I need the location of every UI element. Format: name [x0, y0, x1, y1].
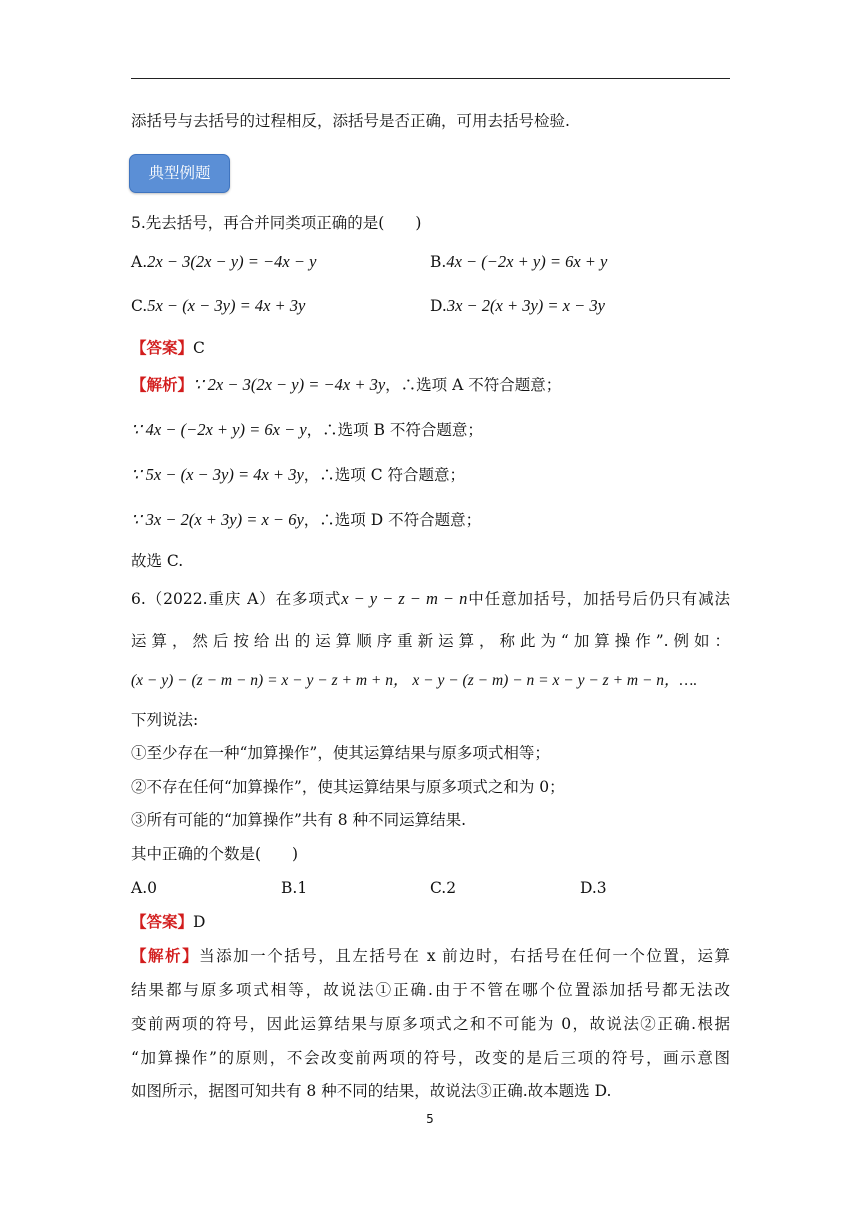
page-number: 5	[426, 1112, 434, 1126]
q6-ask: 其中正确的个数是( )	[131, 845, 299, 863]
q6-stem-prefix: 6.（2022.重庆 A）在多项式	[131, 590, 342, 608]
q5-analysis-line-3	[131, 465, 465, 485]
q6-statement-2: ②不存在任何“加算操作”，使其运算结果与原多项式之和为 0；	[131, 778, 565, 796]
q5-option-b-expr: 4x − (−2x + y) = 6x + y	[446, 252, 608, 271]
header-rule	[131, 78, 730, 79]
q5-analysis-expr-1: ∵ 2x − 3(2x − y) = −4x + 3y	[193, 375, 386, 394]
q5-option-d	[430, 296, 605, 316]
q5-option-b	[430, 252, 607, 272]
q5-option-a-label: A.	[131, 253, 148, 271]
q5-stem: 5.先去括号，再合并同类项正确的是( )	[131, 214, 422, 232]
q6-stem-suffix: 中任意加括号，加括号后仍只有减法	[467, 590, 730, 608]
q5-option-d-expr: 3x − 2(x + 3y) = x − 3y	[446, 296, 605, 315]
q6-statement-3: ③所有可能的“加算操作”共有 8 种不同运算结果.	[131, 811, 466, 829]
q6-example-expressions: (x − y) − (z − m − n) = x − y − z + m + n， x − y − (z − m) − n = x − y − z + m − n，….	[131, 672, 698, 689]
q6-analysis-text-1: 当添加一个括号，且左括号在 x 前边时，右括号在任何一个位置，运算	[199, 947, 730, 965]
q6-option-d: D.3	[580, 879, 607, 897]
q6-statement-1: ①至少存在一种“加算操作”，使其运算结果与原多项式相等；	[131, 744, 550, 762]
q6-answer-value: D	[193, 913, 206, 931]
q5-analysis-expr-2: ∵ 4x − (−2x + y) = 6x − y	[131, 420, 307, 439]
q6-stem-line-1	[131, 589, 730, 609]
q6-analysis-line-1	[131, 946, 730, 966]
q5-conclusion: 故选 C.	[131, 552, 184, 570]
q5-option-c-expr: 5x − (x − 3y) = 4x + 3y	[147, 296, 306, 315]
q5-analysis-expr-4: ∵ 3x − 2(x + 3y) = x − 6y	[131, 510, 304, 529]
q6-analysis-line-3: 变前两项的符号，因此运算结果与原多项式之和不可能为 0，故说法②正确.根据	[131, 1015, 730, 1033]
q5-analysis-line-4	[131, 510, 481, 530]
q6-option-a: A.0	[131, 879, 157, 897]
q5-answer	[131, 338, 205, 358]
q5-answer-tag: 【答案】	[131, 338, 194, 357]
q6-option-b: B.1	[281, 879, 308, 897]
q5-option-b-label: B.	[430, 253, 447, 271]
q6-analysis-tag: 【解析】	[131, 946, 200, 965]
q6-stem-line-2: 运算，然后按给出的运算顺序重新运算，称此为“加算操作”.例如：	[131, 632, 730, 650]
q5-analysis-text-4: ，∴选项 D 不符合题意；	[303, 511, 482, 529]
q5-option-a-expr: 2x − 3(2x − y) = −4x − y	[147, 252, 317, 271]
intro-text: 添括号与去括号的过程相反，添括号是否正确，可用去括号检验.	[131, 112, 570, 130]
section-badge: 典型例题	[129, 154, 230, 193]
q6-analysis-line-4: “加算操作”的原则，不会改变前两项的符号，改变的是后三项的符号，画示意图	[131, 1049, 730, 1067]
q6-stem-polynomial: x − y − z − m − n	[341, 589, 468, 608]
q5-analysis-text-3: ，∴选项 C 符合题意；	[303, 466, 465, 484]
q6-answer	[131, 912, 205, 932]
q5-option-c	[131, 296, 305, 316]
q5-option-a	[131, 252, 316, 272]
q5-option-d-label: D.	[430, 297, 447, 315]
q6-answer-tag: 【答案】	[131, 912, 194, 931]
q5-analysis-tag: 【解析】	[131, 375, 194, 394]
q5-analysis-text-1: ，∴选项 A 不符合题意；	[385, 376, 562, 394]
q6-statements-heading: 下列说法:	[131, 711, 199, 729]
q6-analysis-line-2: 结果都与原多项式相等，故说法①正确.由于不管在哪个位置添加括号都无法改	[131, 981, 730, 999]
q5-analysis-line-1	[131, 375, 561, 395]
q6-option-c: C.2	[430, 879, 457, 897]
q5-analysis-text-2: ，∴选项 B 不符合题意；	[306, 421, 483, 439]
q6-analysis-line-5: 如图所示，据图可知共有 8 种不同的结果，故说法③正确.故本题选 D.	[131, 1082, 612, 1100]
q5-answer-value: C	[193, 339, 205, 357]
q5-analysis-line-2	[131, 420, 483, 440]
q5-analysis-expr-3: ∵ 5x − (x − 3y) = 4x + 3y	[131, 465, 304, 484]
q5-option-c-label: C.	[131, 297, 148, 315]
